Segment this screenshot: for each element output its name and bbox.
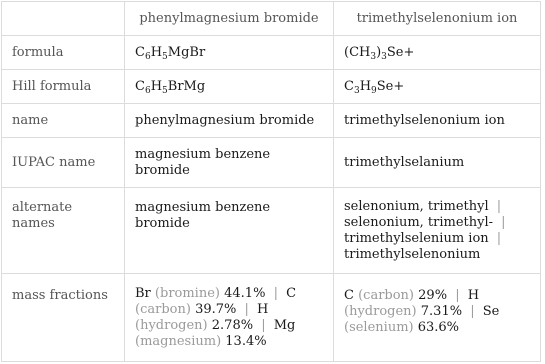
- alternate-names-cell-2: [334, 188, 541, 274]
- iupac-name-cell-2: trimethylselanium: [334, 138, 541, 188]
- formula-text: BrMg: [167, 78, 206, 94]
- separator: |: [455, 288, 460, 303]
- separator: |: [470, 304, 475, 319]
- row-label: Hill formula: [2, 70, 125, 104]
- separator: |: [244, 301, 249, 317]
- formula-subscript: 9: [371, 85, 377, 96]
- separator: |: [273, 285, 278, 301]
- alternate-name: trimethylselenonium: [344, 246, 481, 262]
- table-row-alternate-names: [2, 188, 541, 274]
- separator: |: [496, 230, 502, 246]
- mass-fraction-value: 63.6%: [417, 320, 460, 335]
- mass-fractions-cell-2: [334, 274, 541, 362]
- header-compound-1: phenylmagnesium bromide: [125, 2, 334, 36]
- table-row-hill-formula: [2, 70, 541, 104]
- iupac-name-cell-1: magnesium benzene bromide: [125, 138, 334, 188]
- element-name: (bromine): [154, 285, 220, 301]
- element-symbol: Se: [482, 304, 500, 319]
- formula-text: C: [135, 78, 145, 94]
- name-cell-2: trimethylselenonium ion: [334, 104, 541, 138]
- formula-subscript: 6: [144, 51, 151, 62]
- formula-subscript: 6: [144, 85, 151, 96]
- mass-fraction-value: 39.7%: [195, 301, 237, 317]
- name-cell-1: phenylmagnesium bromide: [125, 104, 334, 138]
- element-name: (magnesium): [135, 333, 222, 349]
- alternate-name: trimethylselenium ion: [344, 230, 489, 246]
- mass-fraction-value: 44.1%: [224, 285, 266, 301]
- element-name: (hydrogen): [344, 304, 417, 319]
- element-symbol: C: [286, 285, 297, 301]
- formula-subscript: 5: [162, 85, 168, 96]
- formula-text: C: [344, 78, 354, 94]
- table-row-iupac-name: [2, 138, 541, 188]
- alternate-name: selenonium, trimethyl: [344, 198, 489, 214]
- separator: |: [496, 198, 502, 214]
- mass-fraction-value: 29%: [418, 288, 448, 303]
- separator: |: [501, 214, 506, 230]
- header-empty-cell: [2, 2, 125, 36]
- element-name: (carbon): [135, 301, 191, 317]
- element-name: (carbon): [358, 288, 415, 303]
- element-symbol: H: [257, 301, 269, 317]
- formula-text: H: [359, 78, 372, 94]
- hill-formula-cell-2: [334, 70, 541, 104]
- formula-text: H: [150, 44, 163, 60]
- row-label: IUPAC name: [2, 138, 125, 188]
- mass-fraction-value: 2.78%: [211, 317, 254, 333]
- formula-text: (CH: [344, 44, 371, 60]
- formula-subscript: 3: [370, 51, 377, 62]
- element-symbol: C: [344, 288, 354, 303]
- element-symbol: Mg: [273, 317, 296, 333]
- table-row-formula: [2, 36, 541, 70]
- table-row-mass-fractions: [2, 274, 541, 362]
- formula-text: Se+: [376, 78, 405, 94]
- row-label: formula: [2, 36, 125, 70]
- element-name: (hydrogen): [135, 317, 208, 333]
- formula-cell-1: [125, 36, 334, 70]
- alternate-names-cell-1: [125, 188, 334, 274]
- header-compound-2: trimethylselenonium ion: [334, 2, 541, 36]
- formula-text: ): [376, 44, 382, 60]
- formula-text: MgBr: [167, 44, 206, 60]
- formula-subscript: 5: [162, 51, 168, 62]
- formula-cell-2: [334, 36, 541, 70]
- mass-fraction-value: 7.31%: [420, 304, 463, 319]
- formula-text: Se+: [386, 44, 415, 60]
- comparison-table: [1, 1, 541, 362]
- formula-subscript: 3: [381, 51, 387, 62]
- row-label: mass fractions: [2, 274, 125, 362]
- table-row-name: [2, 104, 541, 138]
- hill-formula-cell-1: [125, 70, 334, 104]
- row-label: name: [2, 104, 125, 138]
- mass-fraction-value: 13.4%: [225, 333, 267, 349]
- element-symbol: H: [467, 288, 480, 303]
- formula-text: C: [135, 44, 145, 60]
- separator: |: [261, 317, 266, 333]
- alternate-name: selenonium, trimethyl-: [344, 214, 494, 230]
- element-name: (selenium): [344, 320, 414, 335]
- row-label: alternate names: [2, 188, 125, 274]
- mass-fractions-cell-1: [125, 274, 334, 362]
- header-row: [2, 2, 541, 36]
- alternate-name: magnesium benzene bromide: [135, 200, 271, 231]
- formula-text: H: [150, 78, 163, 94]
- element-symbol: Br: [135, 285, 151, 301]
- formula-subscript: 3: [353, 85, 360, 96]
